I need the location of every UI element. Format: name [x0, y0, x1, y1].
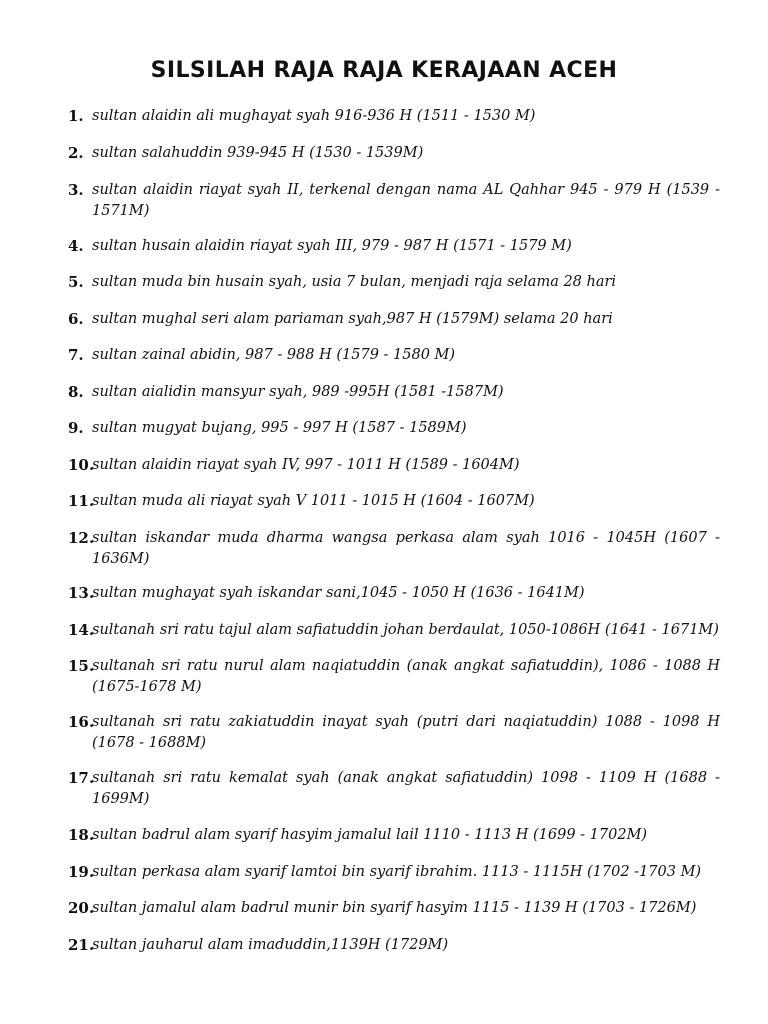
- ruler-list-item: [68, 656, 720, 698]
- list-item-number: 4.: [68, 237, 84, 255]
- list-item-number: 1.: [68, 107, 84, 125]
- list-item-text: sultan mughal seri alam pariaman syah,987 H (1579M) selama 20 hari: [92, 311, 613, 327]
- list-item-number: 16.: [68, 713, 95, 731]
- ruler-list-item: [68, 935, 720, 956]
- list-item-number: 20.: [68, 899, 95, 917]
- ruler-list-item: [68, 272, 720, 293]
- page-title: SILSILAH RAJA RAJA KERAJAAN ACEH: [150, 58, 618, 83]
- ruler-list-item: [68, 491, 720, 512]
- list-item-text: sultan alaidin ali mughayat syah 916-936 H (1511 - 1530 M): [92, 108, 536, 124]
- list-item-text: sultan zainal abidin, 987 - 988 H (1579 - 1580 M): [92, 347, 456, 363]
- list-item-number: 14.: [68, 621, 95, 639]
- list-item-number: 9.: [68, 419, 84, 437]
- ruler-list-item: [68, 106, 720, 127]
- list-item-number: 8.: [68, 383, 84, 401]
- ruler-list-item: [68, 309, 720, 330]
- ruler-list-item: [68, 898, 720, 919]
- ruler-list-item: [68, 620, 720, 641]
- ruler-list-item: [68, 528, 720, 570]
- list-item-number: 13.: [68, 584, 95, 602]
- list-item-text: sultan perkasa alam syarif lamtoi bin syarif ibrahim. 1113 - 1115H (1702 -1703 M): [92, 864, 702, 880]
- list-item-text: sultan muda bin husain syah, usia 7 bulan, menjadi raja selama 28 hari: [92, 274, 617, 290]
- list-item-number: 10.: [68, 456, 95, 474]
- list-item-text: sultan iskandar muda dharma wangsa perkasa alam syah 1016 - 1045H (1607 - 1636M): [92, 530, 720, 567]
- list-item-text: sultan salahuddin 939-945 H (1530 - 1539M): [92, 145, 424, 161]
- list-item-text: sultan alaidin riayat syah II, terkenal dengan nama AL Qahhar 945 - 979 H (1539 - 1571M): [92, 182, 720, 219]
- list-item-text: sultanah sri ratu nurul alam naqiatuddin (anak angkat safiatuddin), 1086 - 1088 H (1675-1678 M): [92, 658, 720, 695]
- ruler-list-item: [68, 180, 720, 222]
- list-item-number: 21.: [68, 936, 95, 954]
- list-item-number: 6.: [68, 310, 84, 328]
- ruler-list-item: [68, 382, 720, 403]
- list-item-text: sultanah sri ratu zakiatuddin inayat syah (putri dari naqiatuddin) 1088 - 1098 H (1678 - 1688M): [92, 714, 720, 751]
- list-item-text: sultan alaidin riayat syah IV, 997 - 1011 H (1589 - 1604M): [92, 457, 520, 473]
- ruler-list-item: [68, 825, 720, 846]
- list-item-number: 17.: [68, 769, 95, 787]
- list-item-text: sultan mugyat bujang, 995 - 997 H (1587 - 1589M): [92, 420, 467, 436]
- ruler-list-item: [68, 862, 720, 883]
- list-item-text: sultan jamalul alam badrul munir bin syarif hasyim 1115 - 1139 H (1703 - 1726M): [92, 900, 697, 916]
- ruler-list-item: [68, 583, 720, 604]
- list-item-text: sultan mughayat syah iskandar sani,1045 - 1050 H (1636 - 1641M): [92, 585, 585, 601]
- list-item-text: sultan muda ali riayat syah V 1011 - 1015 H (1604 - 1607M): [92, 493, 535, 509]
- list-item-text: sultan aialidin mansyur syah, 989 -995H (1581 -1587M): [92, 384, 504, 400]
- list-item-number: 2.: [68, 144, 84, 162]
- list-item-text: sultanah sri ratu kemalat syah (anak angkat safiatuddin) 1098 - 1109 H (1688 - 1699M): [92, 770, 720, 807]
- ruler-list-item: [68, 768, 720, 810]
- list-item-number: 5.: [68, 273, 84, 291]
- list-item-text: sultan jauharul alam imaduddin,1139H (1729M): [92, 937, 449, 953]
- ruler-list-item: [68, 712, 720, 754]
- list-item-number: 19.: [68, 863, 95, 881]
- list-item-text: sultanah sri ratu tajul alam safiatuddin johan berdaulat, 1050-1086H (1641 - 1671M): [92, 622, 719, 638]
- ruler-list-item: [68, 143, 720, 164]
- ruler-list-item: [68, 345, 720, 366]
- ruler-list-item: [68, 418, 720, 439]
- list-item-number: 12.: [68, 529, 95, 547]
- ruler-list-item: [68, 455, 720, 476]
- list-item-text: sultan husain alaidin riayat syah III, 979 - 987 H (1571 - 1579 M): [92, 238, 572, 254]
- list-item-text: sultan badrul alam syarif hasyim jamalul lail 1110 - 1113 H (1699 - 1702M): [92, 827, 648, 843]
- list-item-number: 18.: [68, 826, 95, 844]
- list-item-number: 7.: [68, 346, 84, 364]
- list-item-number: 11.: [68, 492, 95, 510]
- list-item-number: 3.: [68, 181, 84, 199]
- list-item-number: 15.: [68, 657, 95, 675]
- ruler-list-item: [68, 236, 720, 257]
